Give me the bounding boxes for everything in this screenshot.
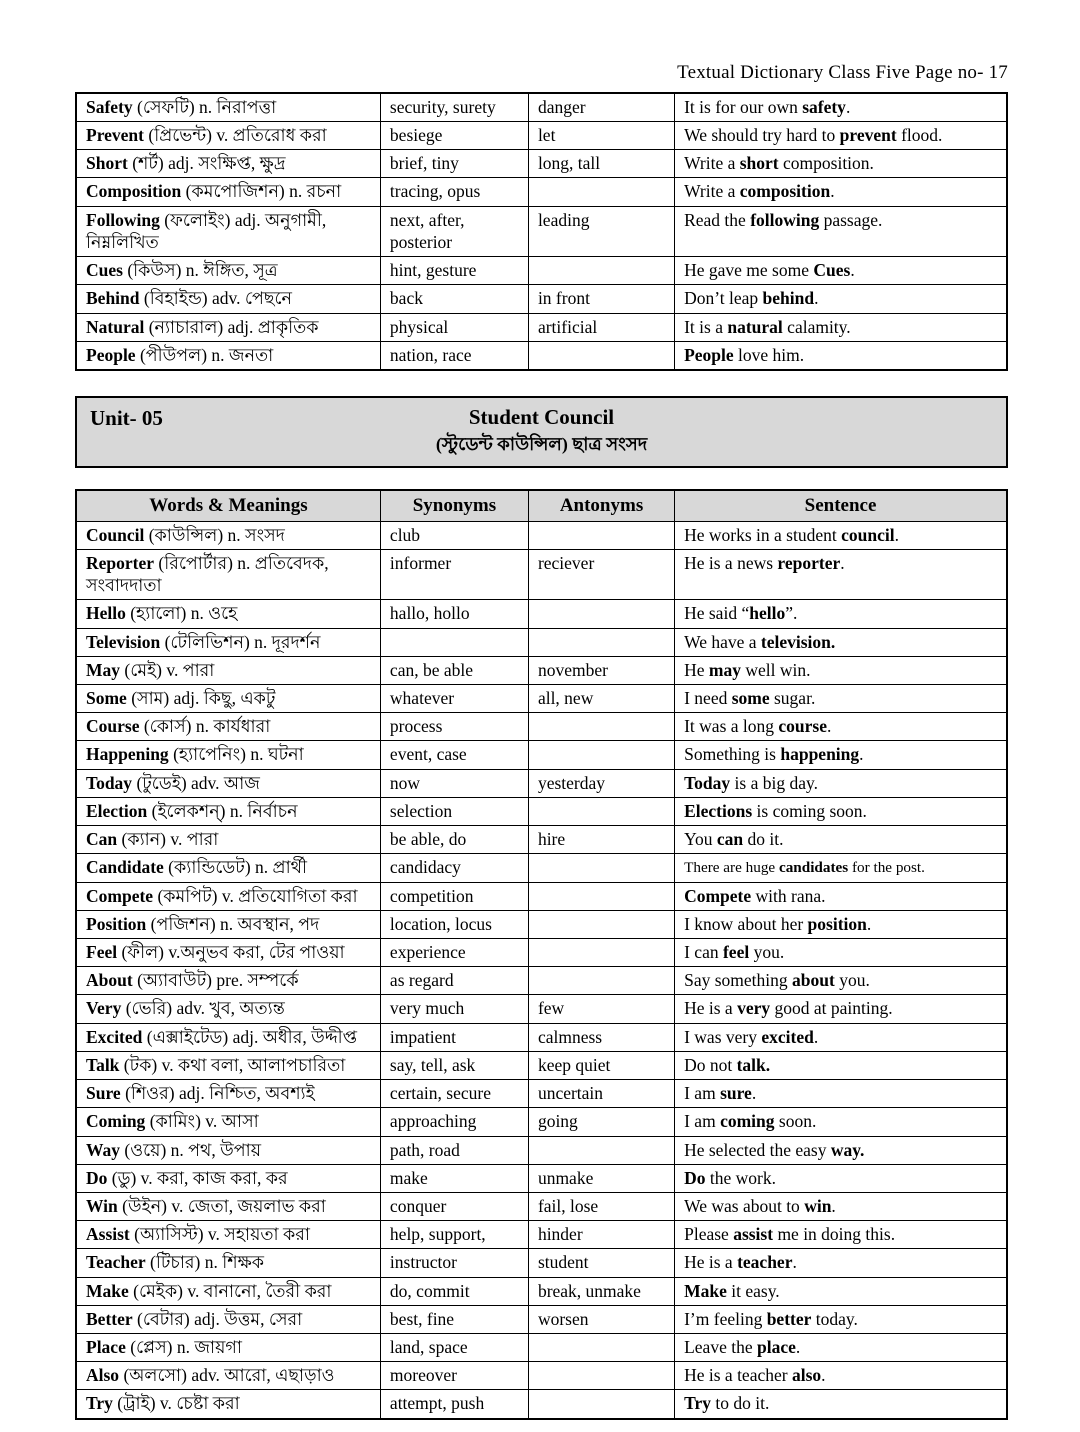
column-header-antonyms: Antonyms [528, 490, 674, 522]
antonyms-cell: artificial [528, 313, 674, 341]
antonyms-cell: let [528, 122, 674, 150]
antonyms-cell: going [528, 1108, 674, 1136]
sentence-cell: Make it easy. [675, 1277, 1007, 1305]
sentence-cell: He is a teacher also. [675, 1362, 1007, 1390]
sentence-cell: It was a long course. [675, 713, 1007, 741]
table-row [76, 257, 1007, 285]
sentence-cell: I can feel you. [675, 938, 1007, 966]
antonyms-cell: worsen [528, 1305, 674, 1333]
word-cell: Behind (বিহাইন্ড) adv. পেছনে [76, 285, 380, 313]
sentence-cell: Don’t leap behind. [675, 285, 1007, 313]
word-cell: Can (ক্যান) v. পারা [76, 826, 380, 854]
synonyms-cell: attempt, push [380, 1390, 528, 1419]
antonyms-cell: long, tall [528, 150, 674, 178]
word-cell: Talk (টক) v. কথা বলা, আলাপচারিতা [76, 1051, 380, 1079]
synonyms-cell: approaching [380, 1108, 528, 1136]
word-cell: Teacher (টিচার) n. শিক্ষক [76, 1249, 380, 1277]
word-cell: Assist (অ্যাসিস্ট) v. সহায়তা করা [76, 1221, 380, 1249]
word-cell: Election (ইলেকশন্) n. নির্বাচন [76, 797, 380, 825]
table-row [76, 685, 1007, 713]
word-cell: Sure (শিওর) adj. নিশ্চিত, অবশ্যই [76, 1080, 380, 1108]
word-cell: People (পীউপল) n. জনতা [76, 341, 380, 370]
synonyms-cell: club [380, 521, 528, 549]
table-row [76, 713, 1007, 741]
column-header-synonyms: Synonyms [380, 490, 528, 522]
word-cell: Very (ভেরি) adv. খুব, অত্যন্ত [76, 995, 380, 1023]
synonyms-cell: hallo, hollo [380, 600, 528, 628]
antonyms-cell [528, 1334, 674, 1362]
word-cell: Do (ডু) v. করা, কাজ করা, কর [76, 1164, 380, 1192]
synonyms-cell: security, surety [380, 93, 528, 122]
word-cell: Candidate (ক্যান্ডিডেট) n. প্রার্থী [76, 854, 380, 882]
synonyms-cell: impatient [380, 1023, 528, 1051]
sentence-cell: He is a news reporter. [675, 549, 1007, 599]
vocab-table-unit05 [75, 489, 1008, 1420]
sentence-cell: We was about to win. [675, 1192, 1007, 1220]
synonyms-cell: best, fine [380, 1305, 528, 1333]
word-cell: Happening (হ্যাপেনিং) n. ঘটনা [76, 741, 380, 769]
word-cell: Short (শর্ট) adj. সংক্ষিপ্ত, ক্ষুদ্র [76, 150, 380, 178]
synonyms-cell: back [380, 285, 528, 313]
word-cell: Council (কাউন্সিল) n. সংসদ [76, 521, 380, 549]
sentence-cell: Say something about you. [675, 967, 1007, 995]
antonyms-cell: november [528, 656, 674, 684]
sentence-cell: You can do it. [675, 826, 1007, 854]
sentence-cell: He may well win. [675, 656, 1007, 684]
sentence-cell: I am coming soon. [675, 1108, 1007, 1136]
word-cell: Position (পজিশন) n. অবস্থান, পদ [76, 910, 380, 938]
synonyms-cell: can, be able [380, 656, 528, 684]
word-cell: Better (বেটার) adj. উত্তম, সেরা [76, 1305, 380, 1333]
synonyms-cell: next, after, posterior [380, 206, 528, 256]
sentence-cell: I’m feeling better today. [675, 1305, 1007, 1333]
unit-banner [75, 396, 1008, 468]
table-row [76, 741, 1007, 769]
page-header: Textual Dictionary Class Five Page no- 17 [677, 62, 1008, 83]
table-row [76, 600, 1007, 628]
word-cell: Excited (এক্সাইটেড) adj. অধীর, উদ্দীপ্ত [76, 1023, 380, 1051]
table-row [76, 910, 1007, 938]
sentence-cell: Try to do it. [675, 1390, 1007, 1419]
synonyms-cell: make [380, 1164, 528, 1192]
synonyms-cell: selection [380, 797, 528, 825]
table-row [76, 1023, 1007, 1051]
sentence-cell: We have a television. [675, 628, 1007, 656]
synonyms-cell [380, 628, 528, 656]
word-cell: About (অ্যাবাউট) pre. সম্পর্কে [76, 967, 380, 995]
sentence-cell: He is a teacher. [675, 1249, 1007, 1277]
table-row [76, 1249, 1007, 1277]
antonyms-cell: break, unmake [528, 1277, 674, 1305]
antonyms-cell: fail, lose [528, 1192, 674, 1220]
word-cell: Some (সাম) adj. কিছু, একটু [76, 685, 380, 713]
antonyms-cell [528, 797, 674, 825]
sentence-cell: Today is a big day. [675, 769, 1007, 797]
synonyms-cell: process [380, 713, 528, 741]
antonyms-cell [528, 257, 674, 285]
sentence-cell: Write a composition. [675, 178, 1007, 206]
table-row [76, 1051, 1007, 1079]
antonyms-cell [528, 938, 674, 966]
sentence-cell: Read the following passage. [675, 206, 1007, 256]
table-row [76, 1136, 1007, 1164]
antonyms-cell [528, 910, 674, 938]
word-cell: Make (মেইক) v. বানানো, তৈরী করা [76, 1277, 380, 1305]
table-row [76, 797, 1007, 825]
table-row [76, 1108, 1007, 1136]
word-cell: Try (ট্রাই) v. চেষ্টা করা [76, 1390, 380, 1419]
sentence-cell: Elections is coming soon. [675, 797, 1007, 825]
word-cell: Cues (কিউস) n. ঈঙ্গিত, সূত্র [76, 257, 380, 285]
table-row [76, 178, 1007, 206]
sentence-cell: He said “hello”. [675, 600, 1007, 628]
antonyms-cell: keep quiet [528, 1051, 674, 1079]
antonyms-cell: unmake [528, 1164, 674, 1192]
synonyms-cell: informer [380, 549, 528, 599]
table-row [76, 1277, 1007, 1305]
antonyms-cell: calmness [528, 1023, 674, 1051]
antonyms-cell: yesterday [528, 769, 674, 797]
synonyms-cell: moreover [380, 1362, 528, 1390]
antonyms-cell [528, 741, 674, 769]
table-row [76, 313, 1007, 341]
sentence-cell: Leave the place. [675, 1334, 1007, 1362]
antonyms-cell [528, 713, 674, 741]
sentence-cell: Do not talk. [675, 1051, 1007, 1079]
column-header-words-meanings: Words & Meanings [76, 490, 380, 522]
table-row [76, 150, 1007, 178]
sentence-cell: I am sure. [675, 1080, 1007, 1108]
synonyms-cell: conquer [380, 1192, 528, 1220]
unit-heading [77, 405, 1006, 457]
unit-label: Unit- 05 [90, 405, 163, 430]
antonyms-cell [528, 521, 674, 549]
antonyms-cell [528, 854, 674, 882]
sentence-cell: It is a natural calamity. [675, 313, 1007, 341]
table-row [76, 1362, 1007, 1390]
word-cell: Place (প্লেস) n. জায়গা [76, 1334, 380, 1362]
word-cell: Following (ফলোইং) adj. অনুগামী, নিম্নলিখিত [76, 206, 380, 256]
sentence-cell: Write a short composition. [675, 150, 1007, 178]
sentence-cell: Something is happening. [675, 741, 1007, 769]
word-cell: Win (উইন) v. জেতা, জয়লাভ করা [76, 1192, 380, 1220]
synonyms-cell: experience [380, 938, 528, 966]
antonyms-cell: uncertain [528, 1080, 674, 1108]
antonyms-cell: danger [528, 93, 674, 122]
word-cell: Composition (কমপোজিশন) n. রচনা [76, 178, 380, 206]
sentence-cell: I know about her position. [675, 910, 1007, 938]
synonyms-cell: be able, do [380, 826, 528, 854]
synonyms-cell: do, commit [380, 1277, 528, 1305]
table-row [76, 1080, 1007, 1108]
synonyms-cell: certain, secure [380, 1080, 528, 1108]
table-row [76, 656, 1007, 684]
synonyms-cell: path, road [380, 1136, 528, 1164]
vocab-table-top [75, 92, 1008, 371]
word-cell: Course (কোর্স) n. কার্যধারা [76, 713, 380, 741]
sentence-cell: He selected the easy way. [675, 1136, 1007, 1164]
table-row [76, 967, 1007, 995]
sentence-cell: He is a very good at painting. [675, 995, 1007, 1023]
antonyms-cell: reciever [528, 549, 674, 599]
table-row [76, 854, 1007, 882]
document-page [75, 0, 1008, 1420]
antonyms-cell [528, 1136, 674, 1164]
sentence-cell: I need some sugar. [675, 685, 1007, 713]
table-row [76, 1305, 1007, 1333]
synonyms-cell: nation, race [380, 341, 528, 370]
synonyms-cell: instructor [380, 1249, 528, 1277]
sentence-cell: It is for our own safety. [675, 93, 1007, 122]
synonyms-cell: tracing, opus [380, 178, 528, 206]
synonyms-cell: brief, tiny [380, 150, 528, 178]
table-row [76, 122, 1007, 150]
synonyms-cell: competition [380, 882, 528, 910]
antonyms-cell [528, 1362, 674, 1390]
synonyms-cell: event, case [380, 741, 528, 769]
sentence-cell: He works in a student council. [675, 521, 1007, 549]
table-header-row [76, 490, 1007, 522]
table-row [76, 549, 1007, 599]
sentence-cell: There are huge candidates for the post. [675, 854, 1007, 882]
synonyms-cell: as regard [380, 967, 528, 995]
word-cell: Television (টেলিভিশন) n. দূরদর্শন [76, 628, 380, 656]
word-cell: Feel (ফীল) v.অনুভব করা, টের পাওয়া [76, 938, 380, 966]
column-header-sentence: Sentence [675, 490, 1007, 522]
sentence-cell: I was very excited. [675, 1023, 1007, 1051]
word-cell: Safety (সেফটি) n. নিরাপত্তা [76, 93, 380, 122]
table-row [76, 1192, 1007, 1220]
antonyms-cell: hire [528, 826, 674, 854]
synonyms-cell: very much [380, 995, 528, 1023]
antonyms-cell [528, 1390, 674, 1419]
antonyms-cell: few [528, 995, 674, 1023]
antonyms-cell [528, 628, 674, 656]
antonyms-cell: in front [528, 285, 674, 313]
antonyms-cell: all, new [528, 685, 674, 713]
table-row [76, 995, 1007, 1023]
synonyms-cell: land, space [380, 1334, 528, 1362]
word-cell: Natural (ন্যাচারাল) adj. প্রাকৃতিক [76, 313, 380, 341]
sentence-cell: Do the work. [675, 1164, 1007, 1192]
table-row [76, 93, 1007, 122]
table-row [76, 1164, 1007, 1192]
synonyms-cell: say, tell, ask [380, 1051, 528, 1079]
table-row [76, 341, 1007, 370]
unit-title: Student Council [468, 404, 615, 429]
table-row [76, 521, 1007, 549]
sentence-cell: Compete with rana. [675, 882, 1007, 910]
sentence-cell: People love him. [675, 341, 1007, 370]
antonyms-cell: hinder [528, 1221, 674, 1249]
synonyms-cell: besiege [380, 122, 528, 150]
table-row [76, 1390, 1007, 1419]
table-row [76, 206, 1007, 256]
table-row [76, 882, 1007, 910]
table-row [76, 628, 1007, 656]
table-row [76, 1334, 1007, 1362]
word-cell: Today (টুডেই) adv. আজ [76, 769, 380, 797]
word-cell: Also (অলসো) adv. আরো, এছাড়াও [76, 1362, 380, 1390]
antonyms-cell [528, 882, 674, 910]
synonyms-cell: location, locus [380, 910, 528, 938]
antonyms-cell: student [528, 1249, 674, 1277]
word-cell: Reporter (রিপোর্টার) n. প্রতিবেদক, সংবাদদাতা [76, 549, 380, 599]
antonyms-cell [528, 178, 674, 206]
sentence-cell: We should try hard to prevent flood. [675, 122, 1007, 150]
synonyms-cell: help, support, [380, 1221, 528, 1249]
antonyms-cell [528, 600, 674, 628]
table-row [76, 938, 1007, 966]
table-row [76, 1221, 1007, 1249]
word-cell: Coming (কামিং) v. আসা [76, 1108, 380, 1136]
synonyms-cell: hint, gesture [380, 257, 528, 285]
table-row [76, 826, 1007, 854]
unit-subtitle: (স্টুডেন্ট কাউন্সিল) ছাত্র সংসদ [435, 434, 648, 455]
synonyms-cell: candidacy [380, 854, 528, 882]
sentence-cell: He gave me some Cues. [675, 257, 1007, 285]
synonyms-cell: whatever [380, 685, 528, 713]
word-cell: Hello (হ্যালো) n. ওহে [76, 600, 380, 628]
synonyms-cell: physical [380, 313, 528, 341]
synonyms-cell: now [380, 769, 528, 797]
word-cell: Prevent (প্রিভেন্ট) v. প্রতিরোধ করা [76, 122, 380, 150]
word-cell: May (মেই) v. পারা [76, 656, 380, 684]
word-cell: Way (ওয়ে) n. পথ, উপায় [76, 1136, 380, 1164]
sentence-cell: Please assist me in doing this. [675, 1221, 1007, 1249]
word-cell: Compete (কমপিট) v. প্রতিযোগিতা করা [76, 882, 380, 910]
table-row [76, 769, 1007, 797]
table-row [76, 285, 1007, 313]
antonyms-cell [528, 967, 674, 995]
antonyms-cell: leading [528, 206, 674, 256]
antonyms-cell [528, 341, 674, 370]
